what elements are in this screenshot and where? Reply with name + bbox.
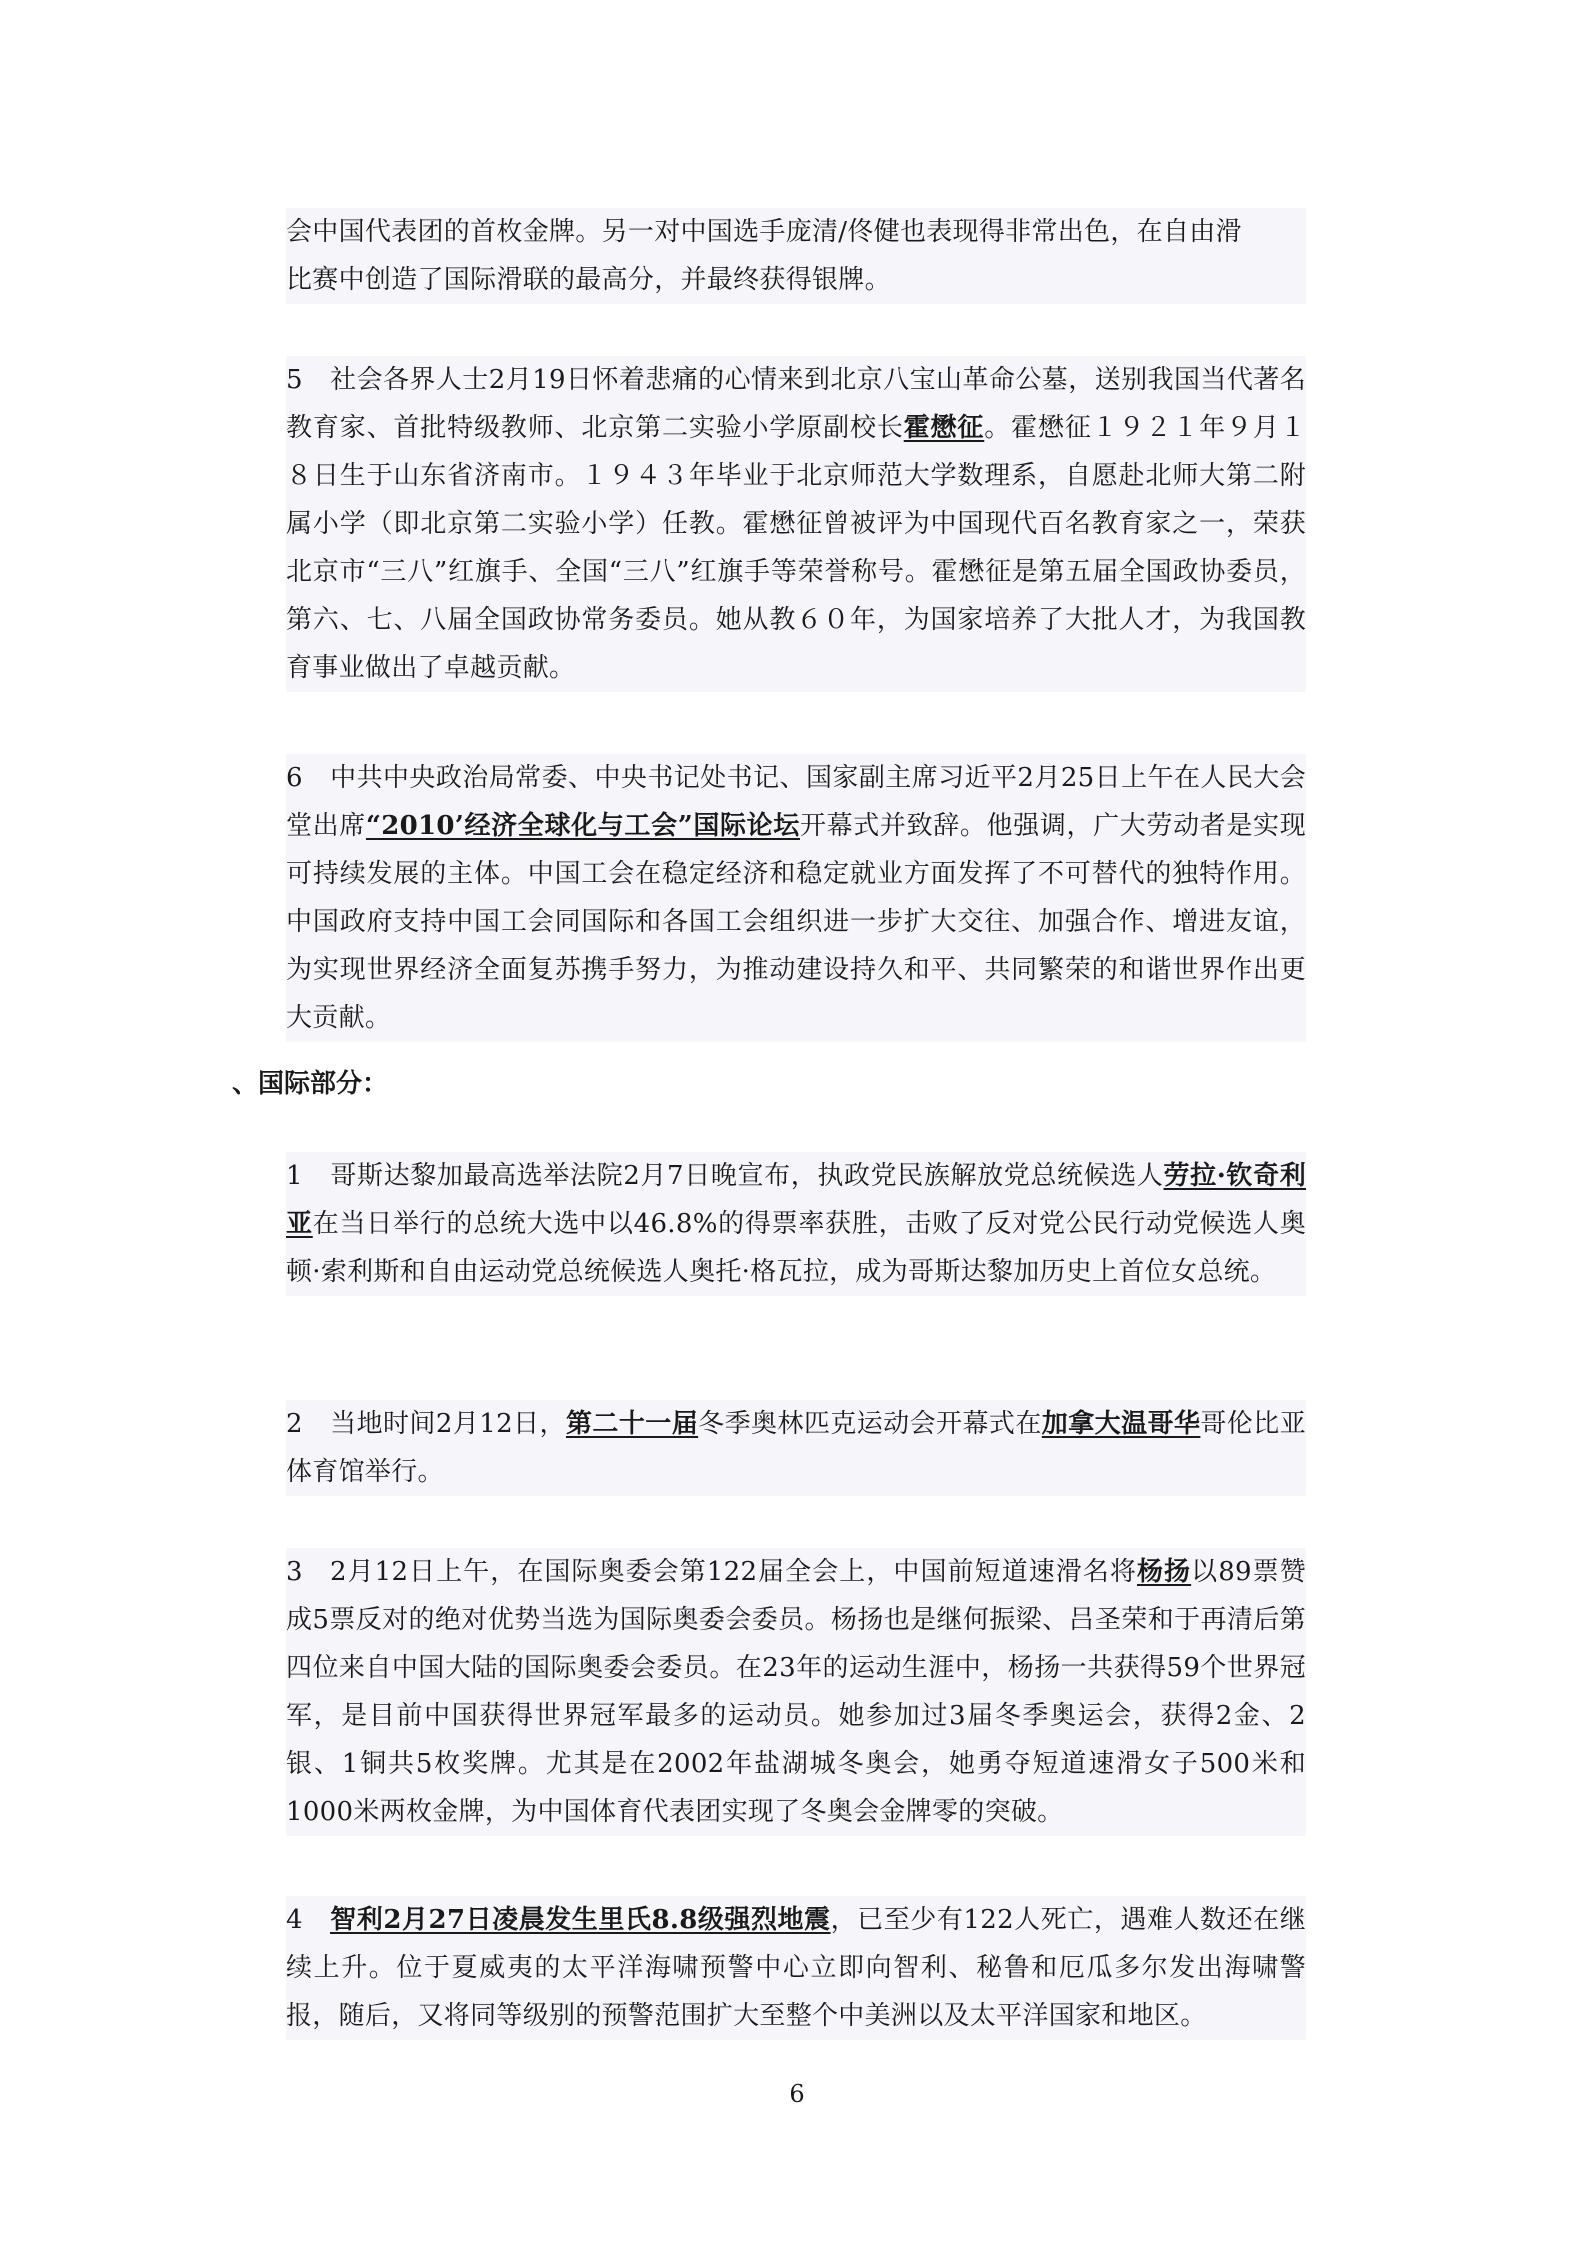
paragraph	[286, 1896, 1306, 2040]
domestic-item-5	[286, 356, 1306, 692]
item-number: 2	[286, 1409, 303, 1439]
paragraph-line: 会中国代表团的首枚金牌。另一对中国选手庞清/佟健也表现得非常出色，在自由滑	[286, 217, 1242, 247]
highlighted-event: 智利2月27日凌晨发生里氏8.8级强烈地震	[330, 1905, 831, 1935]
domestic-item-6	[286, 754, 1306, 1042]
item-text: 以89票赞成5票反对的绝对优势当选为国际奥委会委员。杨扬也是继何振梁、吕圣荣和于再清后第四位来自中国大陆的国际奥委会委员。在23年的运动生涯中，杨扬一共获得59个世界冠军，是目前中国获得世界冠军最多的运动员。她参加过3届冬季奥运会，获得2金、2银、1铜共5枚奖牌。尤其是在2002年盐湖城冬奥会，她勇夺短道速滑女子500米和1000米两枚金牌，为中国体育代表团实现了冬奥会金牌零的突破。	[286, 1557, 1306, 1827]
item-text: 在当日举行的总统大选中以46.8%的得票率获胜，击败了反对党公民行动党候选人奥顿·索利斯和自由运动党总统候选人奥托·格瓦拉，成为哥斯达黎加历史上首位女总统。	[286, 1209, 1306, 1287]
paragraph-line: 比赛中创造了国际滑联的最高分，并最终获得银牌。	[286, 265, 891, 295]
highlighted-name: 霍懋征	[903, 413, 985, 443]
item-number: 4	[286, 1905, 303, 1935]
item-text: 哥斯达黎加最高选举法院2月7日晚宣布，执政党民族解放党总统候选人	[330, 1161, 1164, 1191]
item-text: 冬季奥林匹克运动会开幕式在	[698, 1409, 1042, 1439]
intl-item-3	[286, 1548, 1306, 1836]
item-number: 5	[286, 365, 303, 395]
item-number: 1	[286, 1161, 303, 1191]
item-text: ，已至少有122人死亡，遇难人数还在继续上升。位于夏威夷的太平洋海啸预警中心立即向智利、秘鲁和厄瓜多尔发出海啸警报，随后，又将同等级别的预警范围扩大至整个中美洲以及太平洋国家和地区。	[286, 1905, 1307, 2031]
item-text: 当地时间2月12日，	[330, 1409, 566, 1439]
item-text: 开幕式并致辞。他强调，广大劳动者是实现可持续发展的主体。中国工会在稳定经济和稳定就业方面发挥了不可替代的独特作用。中国政府支持中国工会同国际和各国工会组织进一步扩大交往、加强合作、增进友谊，为实现世界经济全面复苏携手努力，为推动建设持久和平、共同繁荣的和谐世界作出更大贡献。	[286, 811, 1307, 1033]
highlighted-place: 加拿大温哥华	[1041, 1409, 1201, 1439]
paragraph	[286, 1152, 1306, 1296]
highlighted-name: 杨扬	[1136, 1557, 1192, 1587]
paragraph	[286, 754, 1306, 1042]
item-text: 哥伦比亚体育馆举行。	[286, 1409, 1306, 1487]
paragraph	[286, 1400, 1306, 1496]
highlighted-event: “2010’经济全球化与工会”国际论坛	[365, 811, 800, 841]
section-heading: 、国际部分：	[232, 1069, 389, 1099]
highlighted-term: 第二十一届	[565, 1409, 699, 1439]
intl-item-4	[286, 1896, 1306, 2040]
item-text: 中共中央政治局常委、中央书记处书记、国家副主席习近平2月25日上午在人民大会堂出席	[286, 763, 1306, 841]
intl-item-1	[286, 1152, 1306, 1296]
paragraph	[286, 1548, 1306, 1836]
intl-item-2	[286, 1400, 1306, 1496]
item-text: 。霍懋征１９２１年９月１８日生于山东省济南市。１９４３年毕业于北京师范大学数理系，自愿赴北师大第二附属小学（即北京第二实验小学）任教。霍懋征曾被评为中国现代百名教育家之一，荣获北京市“三八”红旗手、全国“三八”红旗手等荣誉称号。霍懋征是第五届全国政协委员，第六、七、八届全国政协常务委员。她从教６０年，为国家培养了大批人才，为我国教育事业做出了卓越贡献。	[286, 413, 1306, 683]
item-number: 3	[286, 1557, 303, 1587]
highlighted-name: 劳拉·钦奇利亚	[286, 1161, 1306, 1239]
item-text: 社会各界人士2月19日怀着悲痛的心情来到北京八宝山革命公墓，送别我国当代著名教育家、首批特级教师、北京第二实验小学原副校长	[286, 365, 1306, 443]
paragraph	[286, 356, 1306, 692]
domestic-item-tail	[286, 208, 1306, 304]
page-number: 6	[789, 2080, 805, 2108]
item-number: 6	[286, 763, 303, 793]
item-text: 2月12日上午，在国际奥委会第122届全会上，中国前短道速滑名将	[330, 1557, 1137, 1587]
